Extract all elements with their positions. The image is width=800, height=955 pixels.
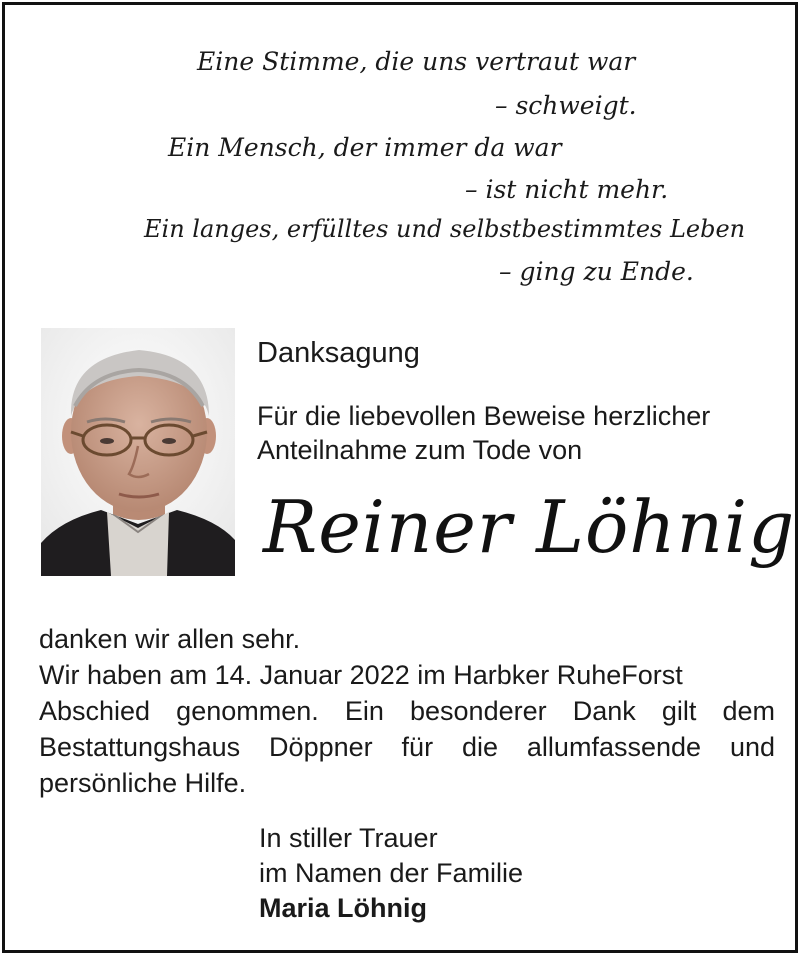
body-line-5: persönliche Hilfe. [39,768,247,798]
poem-line-1: Eine Stimme, die uns vertraut war [197,47,636,76]
intro-line-1: Für die liebevollen Beweise herzlicher [257,401,711,431]
closing [259,821,523,926]
poem-line-6: – ging zu Ende. [499,257,694,286]
intro-line-2: Anteilnahme zum Tode von [257,435,583,465]
heading: Danksagung [257,337,420,369]
poem-line-2: – schweigt. [495,91,637,120]
obituary-frame [2,2,798,953]
body-line-4: Bestattungshaus Döppner für die allumfassende und [39,732,775,762]
body-text [39,621,775,801]
body-line-2: Wir haben am 14. Januar 2022 im Harbker RuheForst [39,660,683,690]
body-line-1: danken wir allen sehr. [39,624,301,654]
poem-line-5: Ein langes, erfülltes und selbstbestimmtes Leben [144,215,746,243]
closing-line-1: In stiller Trauer [259,823,438,853]
body-line-3: Abschied genommen. Ein besonderer Dank gilt dem [39,696,775,726]
signer-name: Maria Löhnig [259,893,427,923]
deceased-name: Reiner Löhnig [263,485,796,569]
closing-line-2: im Namen der Familie [259,858,524,888]
poem-line-3: Ein Mensch, der immer da war [168,133,562,162]
intro-text [257,399,710,467]
portrait-photo [41,328,235,576]
poem-line-4: – ist nicht mehr. [465,175,669,204]
